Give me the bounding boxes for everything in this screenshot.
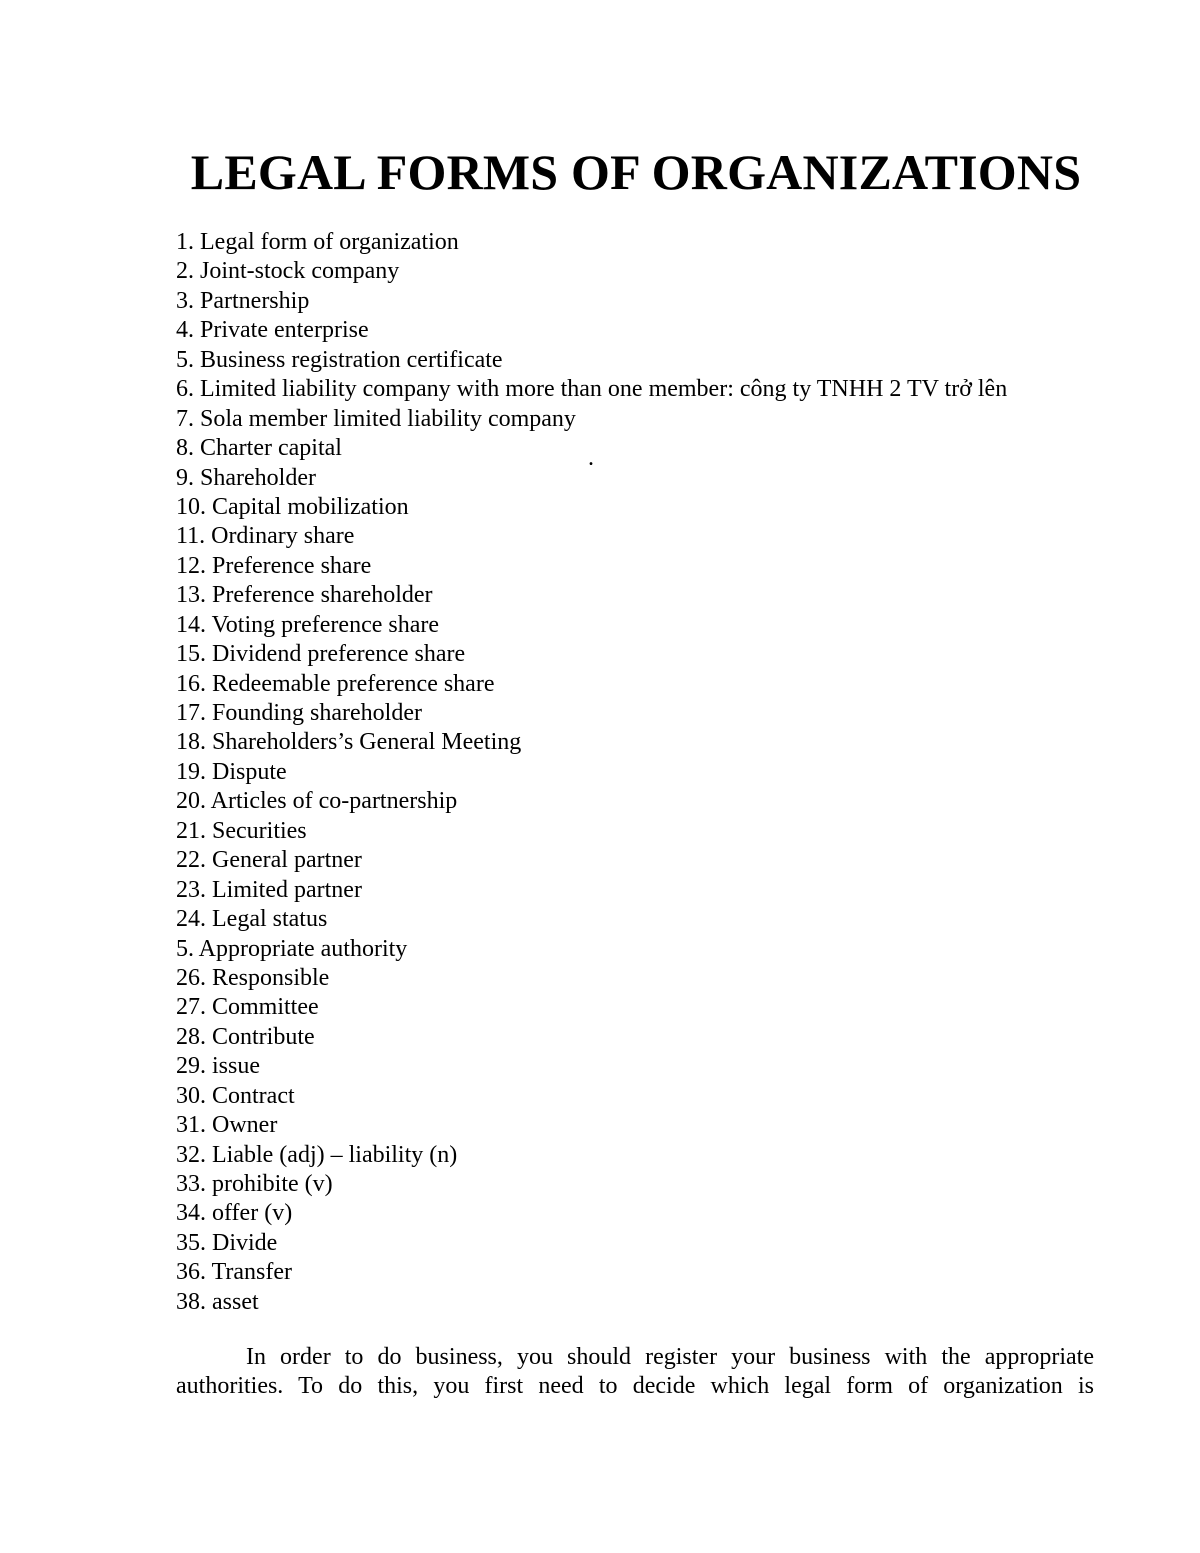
list-item: 36. Transfer bbox=[176, 1259, 293, 1286]
term-list bbox=[176, 228, 1007, 1317]
page-title: LEGAL FORMS OF ORGANIZATIONS bbox=[190, 144, 1082, 200]
list-item: 24. Legal status bbox=[176, 906, 328, 933]
list-item: 16. Redeemable preference share bbox=[176, 670, 495, 697]
list-item: 10. Capital mobilization bbox=[176, 493, 409, 520]
list-item: 14. Voting preference share bbox=[176, 611, 440, 638]
list-item: 28. Contribute bbox=[176, 1023, 315, 1050]
list-item: 27. Committee bbox=[176, 994, 319, 1021]
list-item: 26. Responsible bbox=[176, 964, 330, 991]
list-item: 38. asset bbox=[176, 1288, 259, 1315]
list-item: 4. Private enterprise bbox=[176, 317, 369, 344]
list-item: 5. Business registration certificate bbox=[176, 346, 503, 373]
body-paragraph: In order to do business, you should register your business with the appropriate authorities. To do this, you first need to decide which legal form of organization is bbox=[176, 1344, 1094, 1399]
list-item: 19. Dispute bbox=[176, 758, 287, 785]
list-item: 21. Securities bbox=[176, 817, 307, 844]
list-item: 22. General partner bbox=[176, 847, 362, 874]
list-item: 3. Partnership bbox=[176, 287, 310, 314]
list-item: 17. Founding shareholder bbox=[176, 700, 422, 726]
list-item: 29. issue bbox=[176, 1053, 260, 1080]
list-item: 12. Preference share bbox=[176, 552, 372, 579]
list-item: 32. Liable (adj) – liability (n) bbox=[176, 1141, 458, 1168]
list-item: 1. Legal form of organization bbox=[176, 229, 459, 255]
list-item: 23. Limited partner bbox=[176, 876, 362, 903]
list-item: 7. Sola member limited liability company bbox=[176, 405, 576, 432]
list-item: 20. Articles of co-partnership bbox=[176, 788, 458, 815]
list-item: 33. prohibite (v) bbox=[176, 1171, 333, 1197]
list-item: 13. Preference shareholder bbox=[176, 582, 433, 609]
list-item: 35. Divide bbox=[176, 1229, 278, 1256]
list-item: 5. Appropriate authority bbox=[176, 935, 408, 962]
list-item: 9. Shareholder bbox=[176, 464, 316, 491]
list-item: 15. Dividend preference share bbox=[176, 641, 466, 668]
list-item: 30. Contract bbox=[176, 1082, 295, 1109]
list-item: 6. Limited liability company with more than one member: công ty TNHH 2 TV trở lên bbox=[176, 376, 1008, 403]
list-item: 8. Charter capital bbox=[176, 435, 342, 462]
list-item: 2. Joint-stock company bbox=[176, 258, 400, 285]
list-item: 18. Shareholders’s General Meeting bbox=[176, 729, 522, 756]
stray-mark: . bbox=[588, 445, 594, 471]
list-item: 11. Ordinary share bbox=[176, 523, 355, 550]
list-item: 34. offer (v) bbox=[176, 1200, 293, 1227]
list-item: 31. Owner bbox=[176, 1112, 278, 1139]
